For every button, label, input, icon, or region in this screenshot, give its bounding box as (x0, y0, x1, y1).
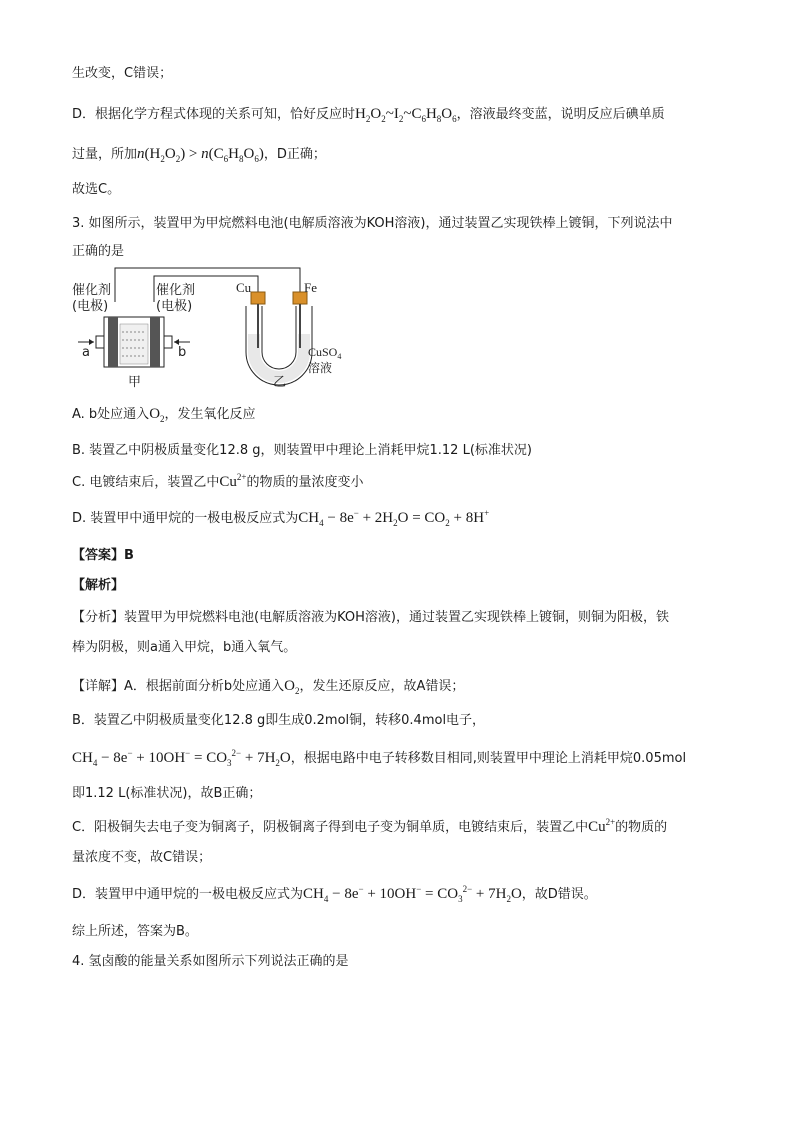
text-segment: D. 装置甲中通甲烷的一极电极反应式为 (72, 511, 299, 526)
text-segment: C．阳极铜失去电子变为铜离子，阴极铜离子得到电子变为铜单质，电镀结束后，装置乙中 (72, 820, 589, 835)
label-catalyst-right: 催化剂 (156, 283, 196, 298)
label-fe: Fe (304, 280, 317, 295)
text-line: 生改变，C错误； (72, 66, 173, 81)
answer-label: 【答案】B (72, 548, 134, 563)
option-a (72, 404, 256, 425)
formula: $Cu^{2+}$ (588, 817, 616, 835)
left-electrode (108, 317, 118, 367)
text-segment: 【详解】A．根据前面分析b处应通入 (72, 679, 285, 694)
label-electrode-right: (电极) (156, 299, 193, 314)
option-d (72, 508, 489, 529)
right-electrode (150, 317, 160, 367)
question-4: 4. 氢卤酸的能量关系如图所示下列说法正确的是 (72, 954, 349, 969)
text-segment: ，发生还原反应，故A错误； (299, 679, 465, 694)
text-line: 棒为阴极，则a通入甲烷，b通入氧气。 (72, 640, 297, 655)
label-catalyst-left: 催化剂 (72, 283, 112, 298)
text-segment: C. 电镀结束后，装置乙中 (72, 475, 220, 490)
formula: $H_2O_2\sim I_2\sim C_6H_8O_6$ (355, 106, 457, 124)
text-segment: ，根据电路中电子转移数目相同,则装置甲中理论上消耗甲烷0.05mol (290, 751, 687, 766)
text-line (72, 748, 686, 769)
label-solution: 溶液 (308, 361, 333, 375)
text-line (72, 144, 326, 165)
option-b: B. 装置乙中阴极质量变化12.8 g，则装置甲中理论上消耗甲烷1.12 L(标准状况) (72, 443, 532, 458)
formula: $O_2$ (284, 678, 300, 696)
option-c (72, 472, 363, 493)
text-segment: A. b处应通入 (72, 407, 150, 422)
text-line (72, 104, 665, 125)
label-jia: 甲 (128, 375, 142, 390)
text-segment: 过量，所加 (72, 147, 138, 162)
text-segment: 的物质的 (615, 820, 668, 835)
detail-b: B．装置乙中阴极质量变化12.8 g即生成0.2mol铜，转移0.4mol电子， (72, 713, 486, 728)
formula: $n(H_2O_2) > n(C_6H_8O_6)$ (137, 146, 264, 164)
analysis-label: 【解析】 (72, 578, 125, 593)
text-line: 量浓度不变，故C错误； (72, 850, 212, 865)
text-line: 故选C。 (72, 182, 121, 197)
formula: $O_2$ (149, 406, 165, 424)
text-segment: ，D正确； (263, 147, 326, 162)
text-segment: 的物质的量浓度变小 (246, 475, 364, 490)
text-line: 即1.12 L(标准状况)，故B正确； (72, 786, 262, 801)
label-b: b (178, 345, 187, 360)
question-3: 3. 如图所示，装置甲为甲烷燃料电池(电解质溶液为KOH溶液)，通过装置乙实现铁棒上镀铜，下列说法中 (72, 216, 673, 231)
formula: $Cu^{2+}$ (219, 472, 247, 490)
summary: 综上所述，答案为B。 (72, 924, 198, 939)
formula: $CH_4 - 8e^- + 2H_2O = CO_2 + 8H^+$ (298, 508, 490, 528)
label-yi: 乙 (273, 375, 287, 390)
label-a: a (82, 345, 90, 360)
detail-a (72, 676, 464, 697)
formula: $CH_4 - 8e^- + 10OH^- = CO_3^{2-} + 7H_2O$ (303, 884, 522, 904)
detail-d (72, 884, 597, 905)
analysis-text: 【分析】装置甲为甲烷燃料电池(电解质溶液为KOH溶液)，通过装置乙实现铁棒上镀铜，则铜为阳极，铁 (72, 610, 669, 625)
label-cuso4: CuSO$_4$ (308, 345, 342, 361)
text-segment: D．装置甲中通甲烷的一极电极反应式为 (72, 887, 304, 902)
text-segment: D．根据化学方程式体现的关系可知，恰好反应时 (72, 107, 356, 122)
text-segment: ，溶液最终变蓝，说明反应后碘单质 (456, 107, 665, 122)
text-line: 正确的是 (72, 244, 125, 259)
text-segment: ，故D错误。 (521, 887, 597, 902)
detail-c (72, 817, 667, 838)
text-segment: ，发生氧化反应 (164, 407, 256, 422)
formula: $CH_4 - 8e^- + 10OH^- = CO_3^{2-} + 7H_2O$ (72, 748, 291, 768)
label-cu: Cu (236, 280, 252, 295)
label-electrode-left: (电极) (72, 299, 109, 314)
apparatus-figure (70, 262, 360, 392)
